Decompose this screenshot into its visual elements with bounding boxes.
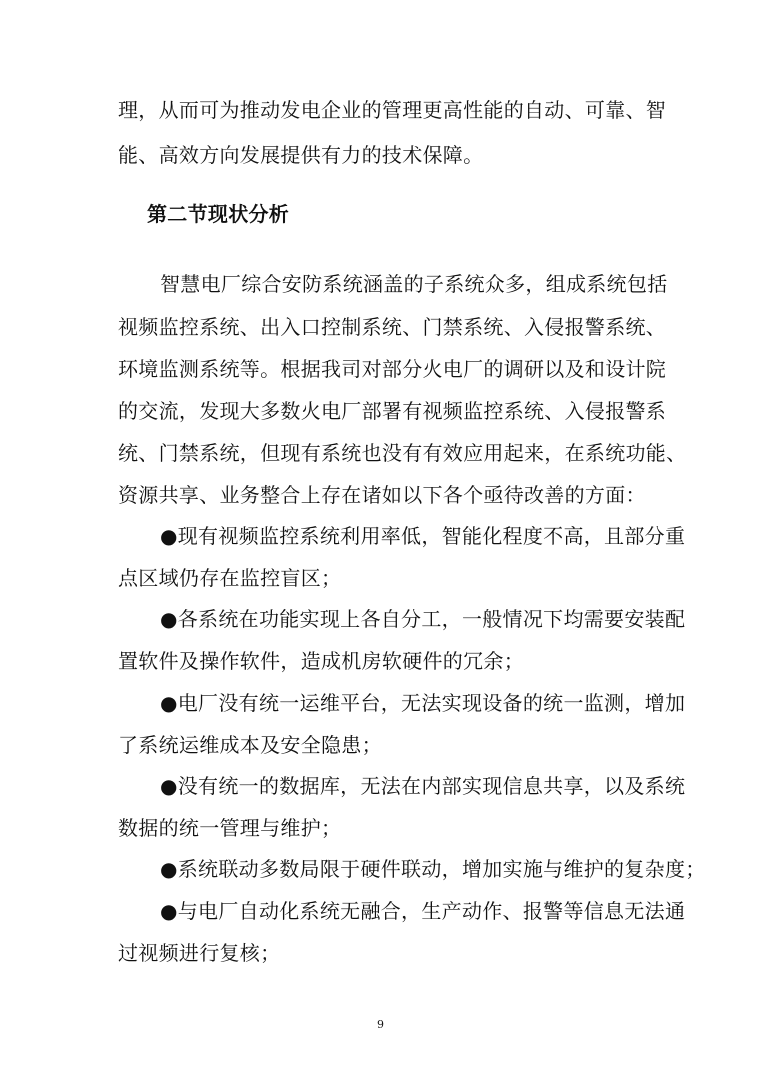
section-heading: 第二节现状分析 (147, 202, 290, 226)
bullet-line: ●与电厂自动化系统无融合，生产动作、报警等信息无法通 (160, 899, 686, 923)
paragraph-line: 环境监测系统等。根据我司对部分火电厂的调研以及和设计院 (118, 357, 667, 381)
bullet-line: 数据的统一管理与维护； (118, 816, 342, 840)
bullet-line: 了系统运维成本及安全隐患； (118, 733, 382, 757)
paragraph-line: 视频监控系统、出入口控制系统、门禁系统、入侵报警系统、 (118, 315, 667, 339)
intro-line: 理，从而可为推动发电企业的管理更高性能的自动、可靠、智 (118, 98, 667, 122)
paragraph-line: 统、门禁系统，但现有系统也没有有效应用起来，在系统功能、 (118, 441, 687, 465)
bullet-line: ●系统联动多数局限于硬件联动，增加实施与维护的复杂度； (160, 857, 706, 881)
page-number: 9 (377, 1018, 384, 1031)
bullet-line: ●电厂没有统一运维平台，无法实现设备的统一监测，增加 (160, 691, 686, 715)
bullet-line: ●各系统在功能实现上各自分工，一般情况下均需要安装配 (160, 607, 686, 631)
paragraph-line: 资源共享、业务整合上存在诸如以下各个亟待改善的方面： (118, 483, 646, 507)
bullet-line: ●没有统一的数据库，无法在内部实现信息共享，以及系统 (160, 774, 686, 798)
paragraph-line: 的交流，发现大多数火电厂部署有视频监控系统、入侵报警系 (118, 399, 667, 423)
bullet-line: 点区域仍存在监控盲区； (118, 566, 342, 590)
intro-line: 能、高效方向发展提供有力的技术保障。 (118, 143, 484, 167)
bullet-line: ●现有视频监控系统利用率低，智能化程度不高，且部分重 (160, 524, 686, 548)
paragraph-line: 智慧电厂综合安防系统涵盖的子系统众多，组成系统包括 (160, 272, 668, 296)
bullet-line: 过视频进行复核； (118, 941, 281, 965)
bullet-line: 置软件及操作软件，造成机房软硬件的冗余； (118, 649, 524, 673)
